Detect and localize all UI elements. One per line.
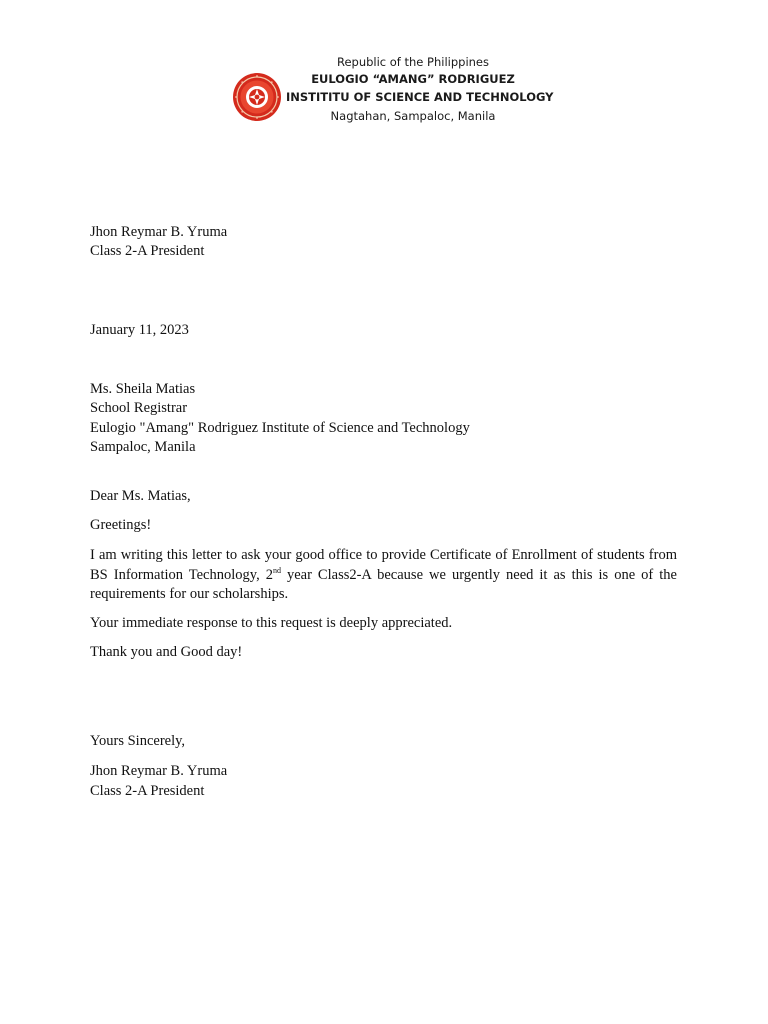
letterhead-country: Republic of the Philippines [336,55,490,69]
letter-date: January 11, 2023 [90,322,189,338]
signature-name: Jhon Reymar B. Yruma [90,763,228,779]
letterhead-text [286,54,554,126]
body-paragraph-appreciation: Your immediate response to this request is deeply appreciated. [90,615,453,631]
letterhead-school-name: EULOGIO “AMANG” RODRIGUEZ [311,72,515,86]
salutation: Dear Ms. Matias, [90,488,191,504]
ordinal-superscript: nd [272,565,281,575]
body-paragraph-thanks: Thank you and Good day! [90,644,243,660]
signature-title: Class 2-A President [90,783,205,799]
letterhead-institute-name: INSTITITU OF SCIENCE AND TECHNOLOGY [286,90,554,104]
sender-title: Class 2-A President [90,243,205,259]
body-paragraph-request [90,546,677,605]
body-paragraph-request-text-2: year Class2-A because we urgently need it as this is one of the requirements for our scholarships. [90,566,677,602]
recipient-institution: Eulogio "Amang" Rodriguez Institute of Science and Technology [90,420,470,436]
sender-name: Jhon Reymar B. Yruma [90,224,228,240]
greeting: Greetings! [90,517,152,533]
body-paragraph-request-text-1: I am writing this letter to ask your good office to provide Certificate of Enrollment of students from BS Information Technology, 2 [90,547,677,583]
recipient-address: Sampaloc, Manila [90,439,196,455]
closing: Yours Sincerely, [90,733,186,749]
recipient-name: Ms. Sheila Matias [90,381,196,397]
letterhead [232,54,552,134]
recipient-position: School Registrar [90,400,188,416]
school-seal-logo [232,72,282,122]
letterhead-address: Nagtahan, Sampaloc, Manila [330,109,496,123]
